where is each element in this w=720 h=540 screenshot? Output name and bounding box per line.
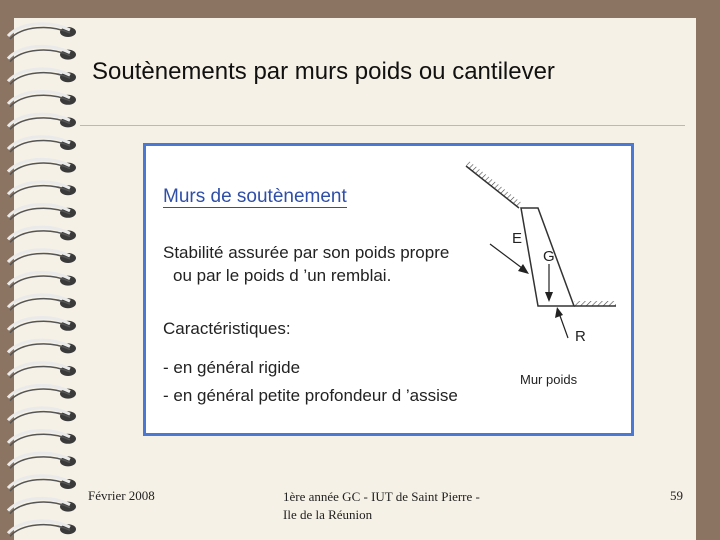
binding-ring [8, 46, 76, 61]
binding-ring [8, 137, 76, 152]
stability-text-line1: Stabilité assurée par son poids propre [163, 243, 450, 262]
reaction-arrowhead [555, 307, 563, 318]
binding-ring [8, 114, 76, 129]
binding-ring [8, 24, 76, 39]
binding-ring [8, 272, 76, 287]
thrust-arrow [490, 244, 526, 271]
binding-ring [8, 340, 76, 355]
footer-institution-line2: Ile de la Réunion [283, 507, 373, 522]
binding-ring [8, 182, 76, 197]
binding-ring [8, 318, 76, 333]
footer-institution-line1: 1ère année GC - IUT de Saint Pierre - [283, 489, 480, 504]
backfill-line [466, 166, 519, 208]
binding-ring [8, 385, 76, 400]
binding-ring [8, 453, 76, 468]
binding-ring [8, 521, 76, 536]
label-g: G [543, 248, 555, 265]
label-r: R [575, 328, 586, 345]
reaction-arrow [559, 313, 568, 338]
slide-title: Soutènements par murs poids ou cantilever [92, 58, 555, 85]
footer-page-number: 59 [670, 488, 683, 503]
binding-ring [8, 205, 76, 220]
diagram-caption: Mur poids [520, 372, 578, 387]
bullet-rigid: - en général rigide [163, 358, 301, 377]
binding-ring [8, 295, 76, 310]
binding-ring [8, 363, 76, 378]
title-divider [80, 125, 685, 126]
binding-ring [8, 431, 76, 446]
bullet-shallow-depth: - en général petite profondeur d ’assise [163, 386, 458, 405]
label-e: E [512, 230, 523, 247]
footer-institution [283, 488, 513, 524]
binding-ring [8, 92, 76, 107]
binding-ring [8, 69, 76, 84]
binding-ring [8, 476, 76, 491]
binding-ring [8, 159, 76, 174]
binding-ring [8, 408, 76, 423]
binding-ring [8, 250, 76, 265]
binding-ring [8, 498, 76, 513]
characteristics-label: Caractéristiques: [163, 319, 291, 338]
figure-heading: Murs de soutènement [163, 186, 347, 207]
footer-date: Février 2008 [88, 488, 155, 503]
binding-ring [8, 227, 76, 242]
backfill-slope [466, 161, 523, 208]
spiral-binding [0, 0, 90, 540]
stability-text-line2: ou par le poids d ’un remblai. [173, 266, 392, 285]
gravity-wall-diagram [146, 146, 631, 433]
retaining-wall-figure [143, 143, 634, 436]
